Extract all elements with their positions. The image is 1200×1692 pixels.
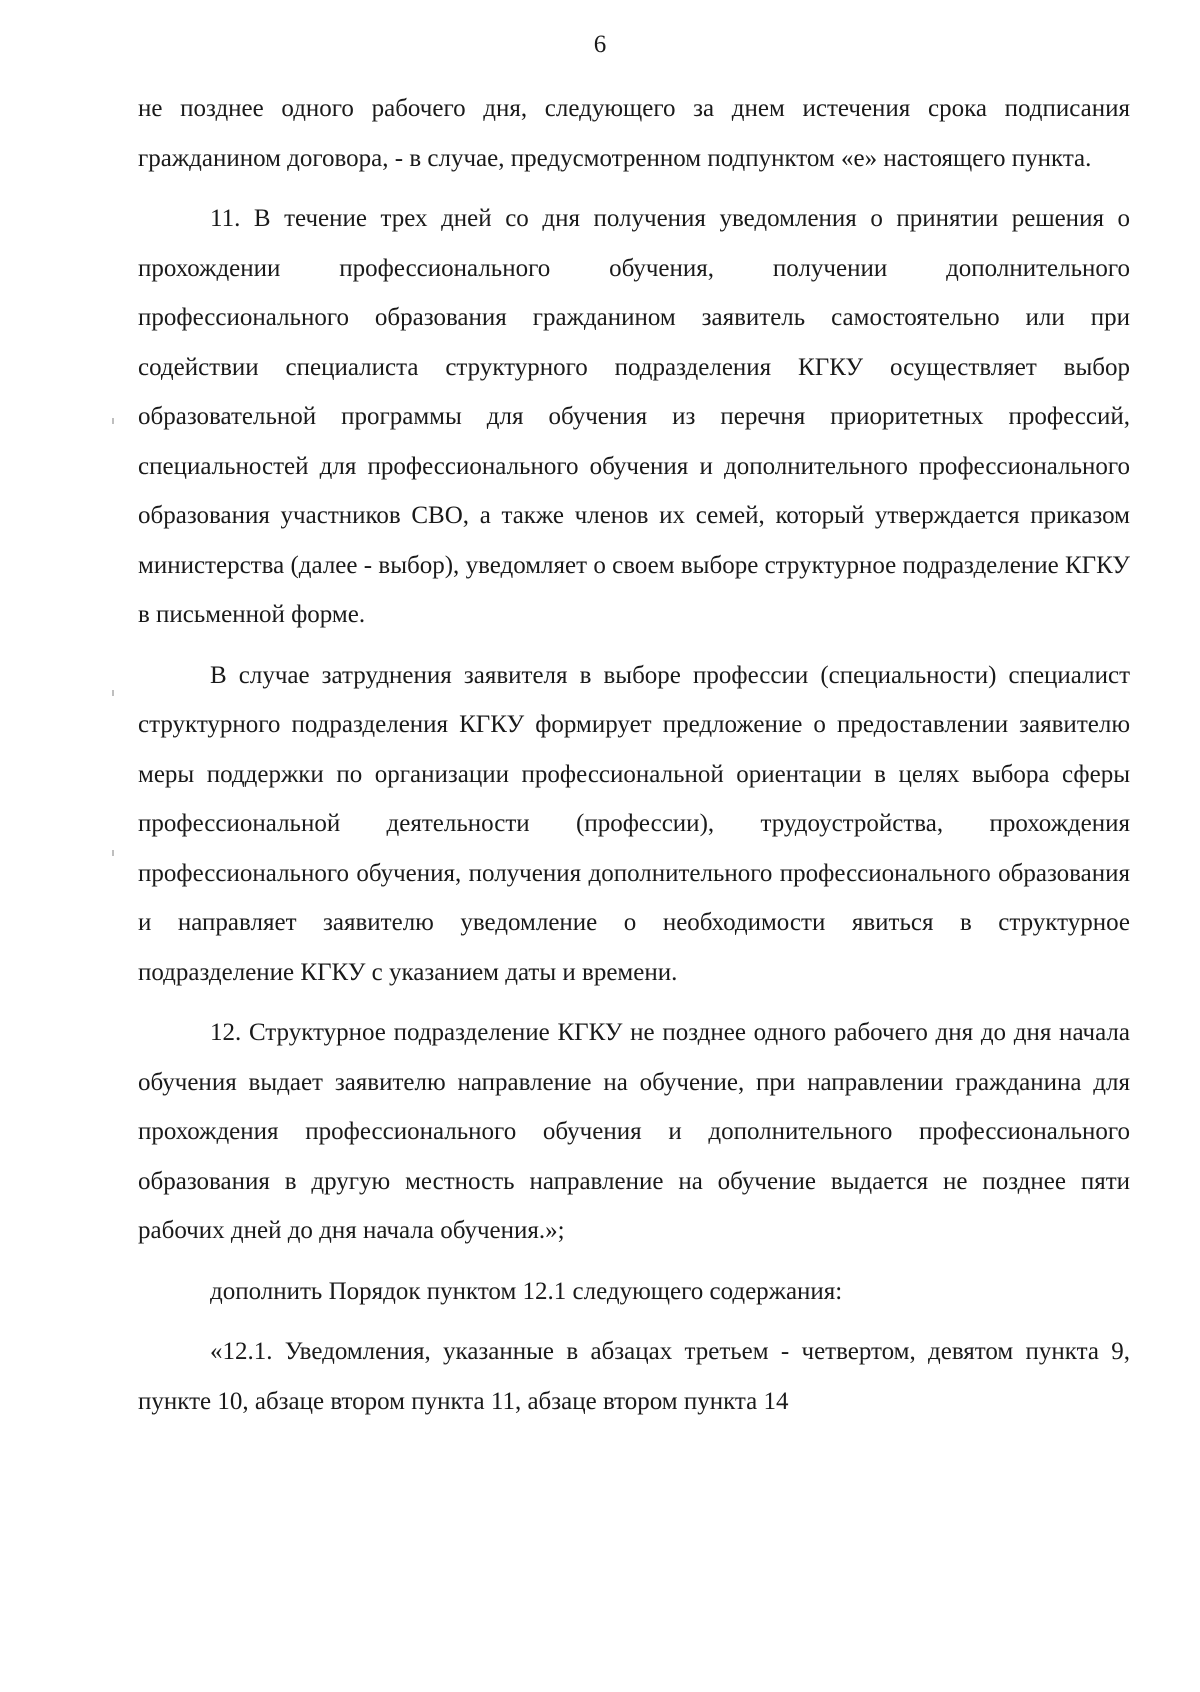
paragraph-continuation: не позднее одного рабочего дня, следующего за днем истечения срока подписания гражданином договора, - в случае, предусмотренном подпунктом «е» настоящего пункта. (138, 95, 1130, 172)
paragraph-item-11-second: В случае затруднения заявителя в выборе профессии (специальности) специалист структурного подразделения КГКУ формирует предложение о предоставлении заявителю меры поддержки по организации профессиональной ориентации в целях выбора сферы профессиональной деятельности (профессии), трудоустройства, прохождения профессионального обучения, получения дополнительного профессионального образования и направляет заявителю уведомление о необходимости явиться в структурное подразделение КГКУ с указанием даты и времени. (138, 661, 1130, 986)
scan-margin-mark (112, 850, 114, 856)
scan-margin-mark (112, 418, 114, 424)
paragraph-amendment-intro: дополнить Порядок пунктом 12.1 следующего содержания: (210, 1277, 843, 1305)
paragraph-item-11: 11. В течение трех дней со дня получения уведомления о принятии решения о прохождении профессионального обучения, получении дополнительного профессионального образования гражданином заявитель самостоятельно или при содействии специалиста структурного подразделения КГКУ осуществляет выбор образовательной программы для обучения из перечня приоритетных профессий, специальностей для профессионального обучения и дополнительного профессионального образования участников СВО, а также членов их семей, который утверждается приказом министерства (далее - выбор), уведомляет о своем выборе структурное подразделение КГКУ в письменной форме. (138, 205, 1130, 628)
paragraph-item-12: 12. Структурное подразделение КГКУ не позднее одного рабочего дня до дня начала обучения выдает заявителю направление на обучение, при направлении гражданина для прохождения профессионального обучения и дополнительного профессионального образования в другую местность направление на обучение выдается не позднее пяти рабочих дней до дня начала обучения.»; (138, 1019, 1130, 1244)
document-body (138, 84, 1130, 1426)
page-number: 6 (593, 31, 607, 58)
paragraph-item-12-1: «12.1. Уведомления, указанные в абзацах третьем - четвертом, девятом пункта 9, пункте 10, абзаце втором пункта 11, абзаце втором пункта 14 (138, 1338, 1130, 1415)
scan-margin-mark (112, 690, 114, 696)
